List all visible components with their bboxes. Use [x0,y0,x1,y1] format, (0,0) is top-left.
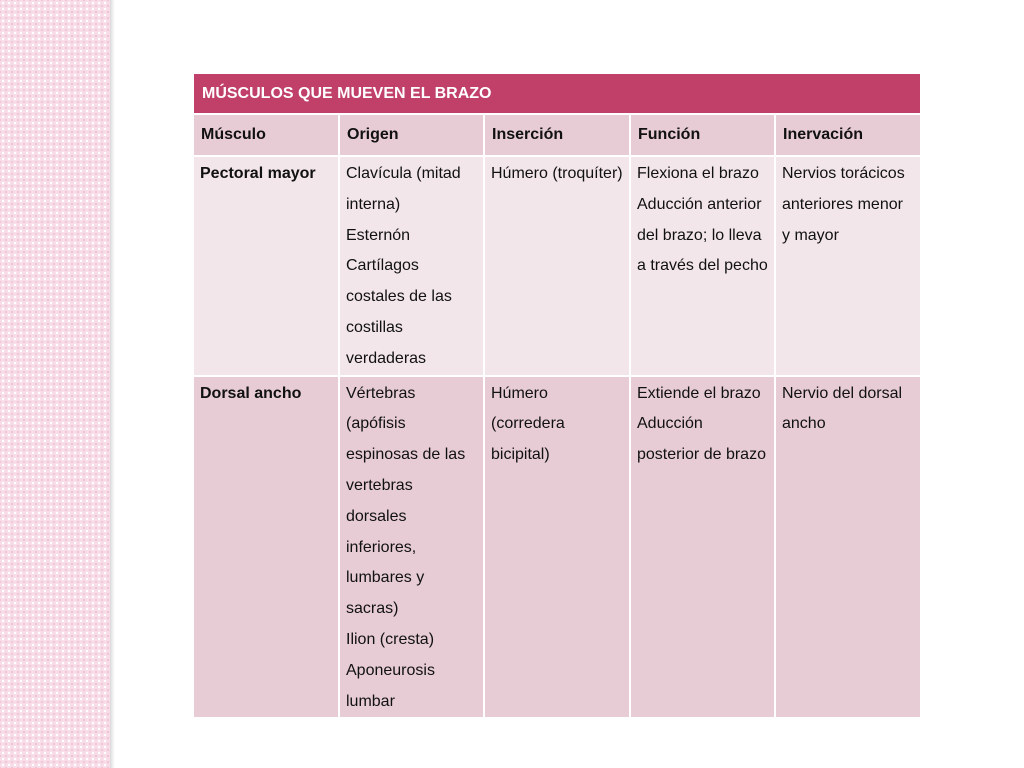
cell-origen [339,376,484,719]
origin-line: Vértebras (apófisis espinosas de las vertebras dorsales inferiores, lumbares y sacras) [346,384,466,618]
header-musculo: Músculo [193,114,339,156]
header-funcion: Función [630,114,775,156]
innervation-line: Nervios torácicos anteriores menor y mayor [782,165,905,244]
muscle-name: Pectoral mayor [200,165,316,182]
origin-line: Clavícula (mitad interna) [346,165,461,213]
cell-musculo [193,376,339,719]
header-origen: Origen [339,114,484,156]
cell-inervacion [775,156,921,376]
table-title: MÚSCULOS QUE MUEVEN EL BRAZO [193,73,921,114]
table-header-row [193,114,921,156]
origin-line: Esternón [346,226,411,244]
side-strip-edge [110,0,115,768]
origin-line: Ilion (cresta) [346,630,435,648]
muscle-name: Dorsal ancho [200,384,302,402]
header-insercion: Inserción [484,114,630,156]
origin-line: Aponeurosis lumbar [346,661,435,710]
cell-inervacion [775,376,921,719]
decorative-side-strip [0,0,110,768]
table-row [193,376,921,719]
function-line: Extiende el brazo [637,384,761,402]
cell-insercion [484,156,630,376]
function-line: Aducción posterior de brazo [637,415,766,464]
cell-funcion [630,376,775,719]
cell-musculo [193,156,339,376]
function-line: Aducción anterior del brazo; lo lleva a través del pecho [637,195,768,275]
origin-line: Cartílagos costales de las costillas verdaderas [346,257,452,367]
insertion-line: Húmero (corredera bicipital) [491,384,565,464]
function-line: Flexiona el brazo [637,165,759,182]
cell-funcion [630,156,775,376]
cell-origen [339,156,484,376]
innervation-line: Nervio del dorsal ancho [782,384,903,433]
cell-insercion [484,376,630,719]
table-title-row [193,73,921,114]
insertion-line: Húmero (troquíter) [491,165,623,182]
muscles-table [192,72,922,719]
header-inervacion: Inervación [775,114,921,156]
table-row [193,156,921,376]
